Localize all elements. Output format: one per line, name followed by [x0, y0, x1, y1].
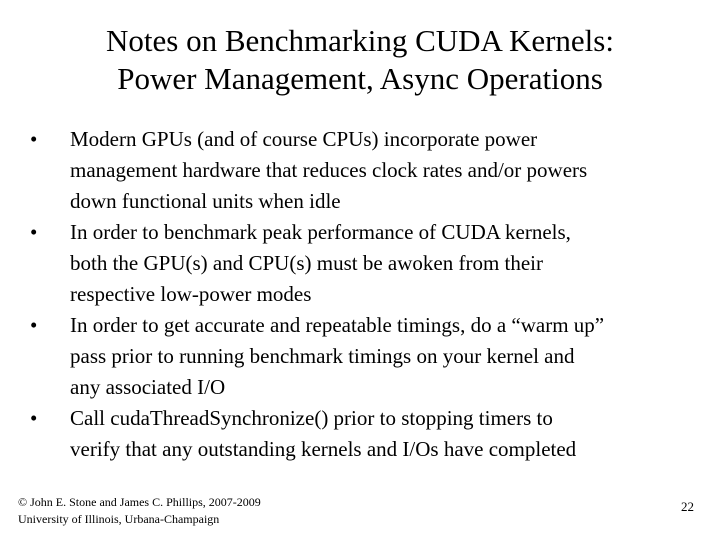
slide-title — [0, 22, 720, 98]
bullet-list — [30, 124, 695, 465]
page-number: 22 — [681, 499, 694, 514]
bullet-text-line: respective low-power modes — [70, 282, 312, 306]
bullet-text-line: In order to get accurate and repeatable timings, do a “warm up” — [70, 313, 605, 337]
title-line-1: Notes on Benchmarking CUDA Kernels: — [106, 23, 614, 58]
bullet-text-line: pass prior to running benchmark timings on your kernel and — [70, 344, 575, 368]
bullet-icon: • — [30, 313, 38, 337]
bullet-item-power-management — [30, 124, 695, 217]
bullet-text-line: Modern GPUs (and of course CPUs) incorporate power — [70, 127, 538, 151]
bullet-item-warm-up — [30, 310, 695, 403]
footer-copyright: © John E. Stone and James C. Phillips, 2007-2009 — [18, 495, 261, 509]
bullet-text-line: both the GPU(s) and CPU(s) must be awoken from their — [70, 251, 544, 275]
title-line-2: Power Management, Async Operations — [117, 61, 603, 96]
bullet-text-line: Call cudaThreadSynchronize() prior to stopping timers to — [70, 406, 553, 430]
bullet-item-thread-synchronize — [30, 403, 695, 465]
bullet-icon: • — [30, 220, 38, 244]
bullet-text-line: any associated I/O — [70, 375, 226, 399]
bullet-text-line: In order to benchmark peak performance of CUDA kernels, — [70, 220, 571, 244]
footer-credit — [18, 494, 261, 528]
bullet-icon: • — [30, 127, 38, 151]
bullet-icon: • — [30, 406, 38, 430]
footer-institution: University of Illinois, Urbana-Champaign — [18, 512, 220, 526]
bullet-text-line: down functional units when idle — [70, 189, 341, 213]
bullet-text-line: management hardware that reduces clock rates and/or powers — [70, 158, 588, 182]
bullet-text-line: verify that any outstanding kernels and I/Os have completed — [70, 437, 577, 461]
bullet-item-peak-performance — [30, 217, 695, 310]
